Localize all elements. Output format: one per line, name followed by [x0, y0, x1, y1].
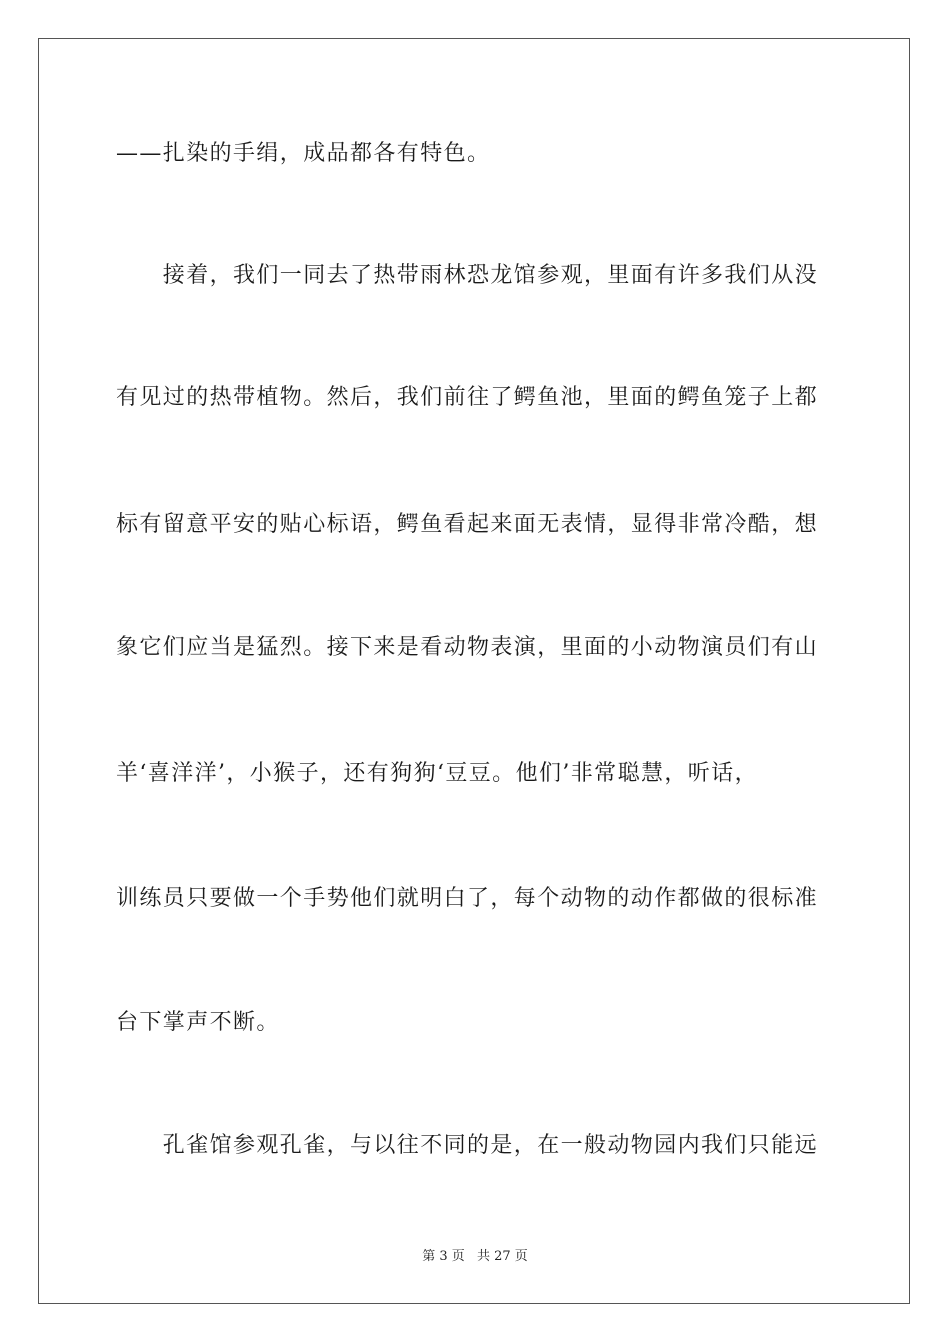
page-frame	[38, 38, 910, 1304]
text-line: 标有留意平安的贴心标语，鳄鱼看起来面无表情，显得非常冷酷，想	[116, 512, 819, 537]
text-line: 接着，我们一同去了热带雨林恐龙馆参观，里面有许多我们从没	[116, 263, 819, 288]
text-line: 羊‘喜洋洋’，小猴子，还有狗狗‘豆豆。他们’非常聪慧，听话，	[116, 761, 758, 786]
text-line: 象它们应当是猛烈。接下来是看动物表演，里面的小动物演员们有山	[116, 635, 819, 660]
text-line: 孔雀馆参观孔雀，与以往不同的是，在一般动物园内我们只能远	[116, 1133, 819, 1158]
page-total: 共 27 页	[476, 1249, 528, 1264]
text-line: ——扎染的手绢，成品都各有特色。	[116, 141, 491, 166]
page-number: 第 3 页	[422, 1249, 465, 1264]
text-line: 台下掌声不断。	[116, 1010, 280, 1035]
text-line: 有见过的热带植物。然后，我们前往了鳄鱼池，里面的鳄鱼笼子上都	[116, 385, 819, 410]
text-line: 训练员只要做一个手势他们就明白了，每个动物的动作都做的很标准	[116, 886, 819, 911]
page-footer	[0, 1248, 950, 1266]
